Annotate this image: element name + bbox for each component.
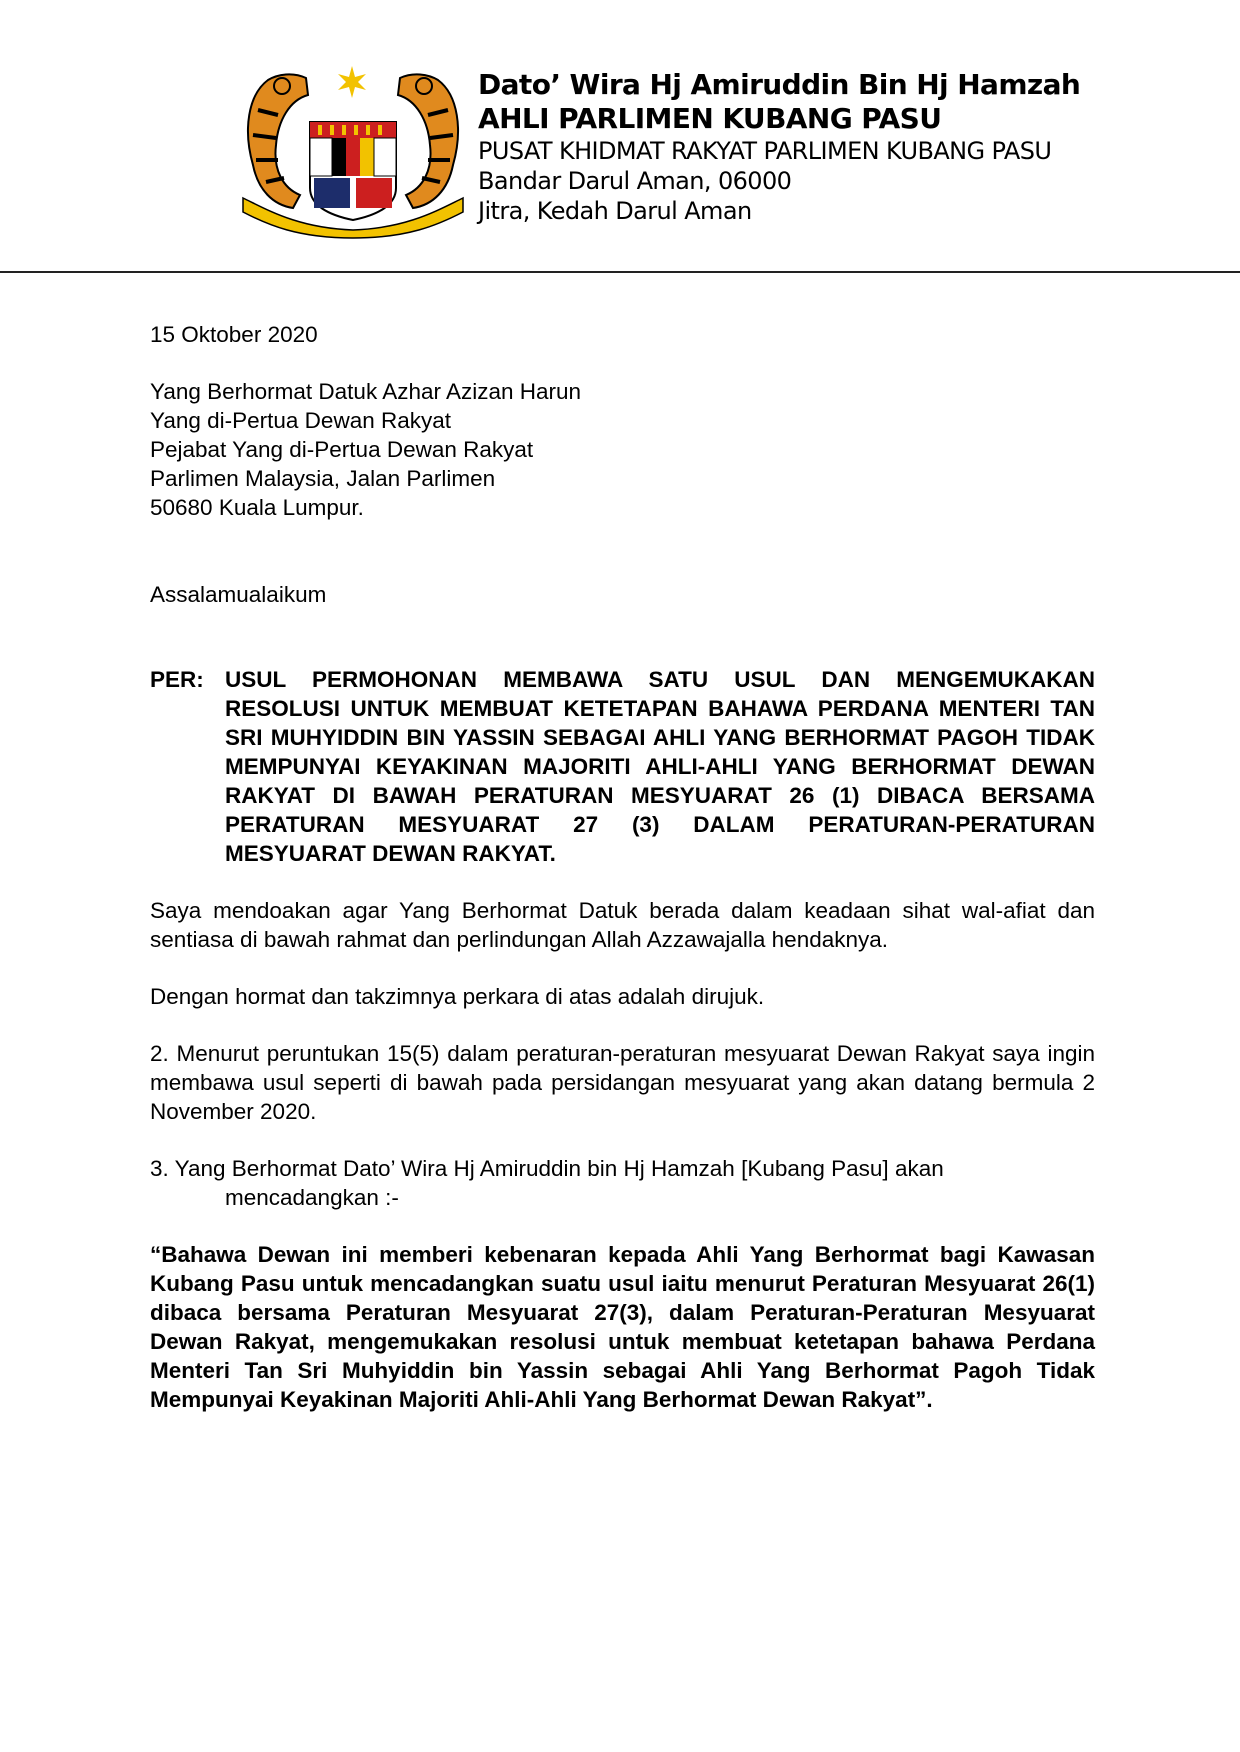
recipient-line: 50680 Kuala Lumpur. — [150, 495, 364, 520]
letter-date: 15 Oktober 2020 — [150, 322, 318, 347]
paragraph-2: 2. Menurut peruntukan 15(5) dalam peraturan-peraturan mesyuarat Dewan Rakyat saya ingin membawa usul seperti di bawah pada persidangan mesyuarat yang akan datang bermula 2 November 2020. — [150, 1041, 1095, 1124]
office-name: PUSAT KHIDMAT RAKYAT PARLIMEN KUBANG PASU — [478, 137, 1052, 165]
paragraph-reference: Dengan hormat dan takzimnya perkara di atas adalah dirujuk. — [150, 984, 765, 1009]
recipient-address — [150, 377, 1095, 522]
letterhead — [0, 0, 1240, 275]
mp-name: Dato’ Wira Hj Amiruddin Bin Hj Hamzah — [478, 68, 1081, 101]
letter-body — [150, 320, 1095, 1414]
letterhead-text — [478, 68, 1198, 226]
paragraph-3-line-2: mencadangkan :- — [225, 1185, 399, 1210]
paragraph-3-line-1: 3. Yang Berhormat Dato’ Wira Hj Amiruddin bin Hj Hamzah [Kubang Pasu] akan — [150, 1156, 944, 1181]
resolution-text: “Bahawa Dewan ini memberi kebenaran kepada Ahli Yang Berhormat bagi Kawasan Kubang Pasu untuk mencadangkan suatu usul iaitu menurut Peraturan Mesyuarat 26(1) dibaca bersama Peraturan Mesyuarat 27(3), dalam Peraturan-Peraturan Mesyuarat Dewan Rakyat, mengemukakan resolusi untuk membuat ketetapan bahawa Perdana Menteri Tan Sri Muhyiddin bin Yassin sebagai Ahli Yang Berhormat Pagoh Tidak Mempunyai Keyakinan Majoriti Ahli-Ahli Yang Berhormat Dewan Rakyat”. — [150, 1242, 1095, 1412]
address-line-2: Jitra, Kedah Darul Aman — [478, 197, 752, 225]
mp-role: AHLI PARLIMEN KUBANG PASU — [478, 102, 942, 135]
coat-of-arms-icon — [238, 60, 468, 240]
greeting: Assalamualaikum — [150, 582, 327, 607]
recipient-line: Parlimen Malaysia, Jalan Parlimen — [150, 466, 496, 491]
subject-text: USUL PERMOHONAN MEMBAWA SATU USUL DAN MENGEMUKAKAN RESOLUSI UNTUK MEMBUAT KETETAPAN BAHAWA PERDANA MENTERI TAN SRI MUHYIDDIN BIN YASSIN SEBAGAI AHLI YANG BERHORMAT PAGOH TIDAK MEMPUNYAI KEYAKINAN MAJORITI AHLI-AHLI YANG BERHORMAT DEWAN RAKYAT DI BAWAH PERATURAN MESYUARAT 26 (1) DIBACA BERSAMA PERATURAN MESYUARAT 27 (3) DALAM PERATURAN-PERATURAN MESYUARAT DEWAN RAKYAT. — [225, 667, 1095, 866]
recipient-line: Yang Berhormat Datuk Azhar Azizan Harun — [150, 379, 582, 404]
subject-label: PER: — [150, 667, 204, 692]
subject-heading — [150, 665, 1095, 868]
address-line-1: Bandar Darul Aman, 06000 — [478, 167, 792, 195]
paragraph-wish: Saya mendoakan agar Yang Berhormat Datuk berada dalam keadaan sihat wal-afiat dan sentiasa di bawah rahmat dan perlindungan Allah Azzawajalla hendaknya. — [150, 898, 1095, 952]
recipient-line: Yang di-Pertua Dewan Rakyat — [150, 408, 451, 433]
paragraph-3 — [150, 1154, 1095, 1212]
header-divider — [0, 271, 1240, 273]
recipient-line: Pejabat Yang di-Pertua Dewan Rakyat — [150, 437, 534, 462]
